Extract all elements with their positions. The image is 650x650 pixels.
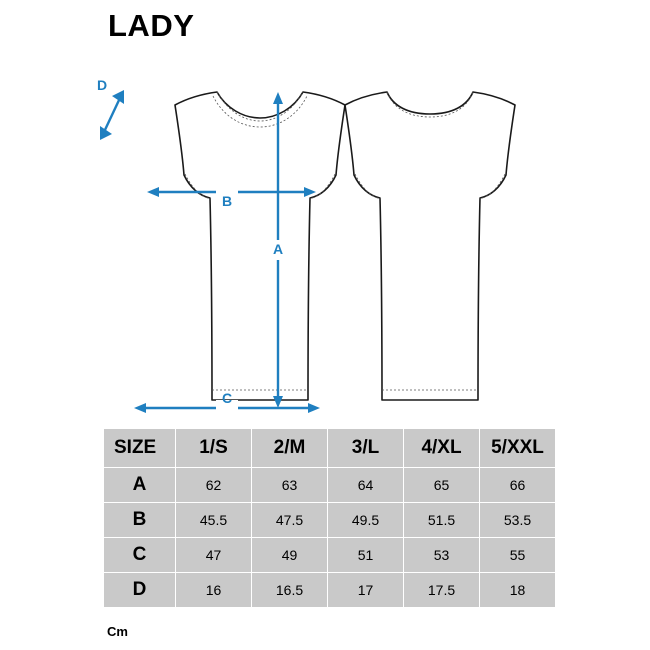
cell-a-s: 62 — [176, 468, 252, 503]
cell-b-xxl: 53.5 — [480, 503, 556, 538]
measure-a-label: A — [272, 241, 284, 257]
cell-d-xl: 17.5 — [404, 573, 480, 608]
cell-d-xxl: 18 — [480, 573, 556, 608]
cell-b-xl: 51.5 — [404, 503, 480, 538]
t-shirt-front-view — [175, 92, 345, 400]
column-header-l: 3/L — [328, 429, 404, 468]
cell-a-xl: 65 — [404, 468, 480, 503]
cell-c-xxl: 55 — [480, 538, 556, 573]
cell-d-s: 16 — [176, 573, 252, 608]
measure-d-arrow — [97, 77, 124, 140]
measure-b-label: B — [221, 193, 233, 209]
table-row — [104, 468, 556, 503]
row-label-a: A — [104, 468, 176, 503]
row-label-c: C — [104, 538, 176, 573]
unit-label: Cm — [107, 624, 128, 639]
cell-a-l: 64 — [328, 468, 404, 503]
table-row — [104, 538, 556, 573]
table-row — [104, 503, 556, 538]
table-header-row — [104, 429, 556, 468]
cell-d-m: 16.5 — [252, 573, 328, 608]
cell-b-l: 49.5 — [328, 503, 404, 538]
cell-c-m: 49 — [252, 538, 328, 573]
column-header-s: 1/S — [176, 429, 252, 468]
column-header-size: SIZE — [104, 429, 176, 468]
cell-a-m: 63 — [252, 468, 328, 503]
column-header-xl: 4/XL — [404, 429, 480, 468]
page-title: LADY — [108, 8, 195, 43]
column-header-xxl: 5/XXL — [480, 429, 556, 468]
cell-d-l: 17 — [328, 573, 404, 608]
table-row — [104, 573, 556, 608]
column-header-m: 2/M — [252, 429, 328, 468]
cell-c-l: 51 — [328, 538, 404, 573]
measure-c-label: C — [221, 390, 233, 406]
measure-d-label: D — [96, 77, 108, 93]
cell-c-xl: 53 — [404, 538, 480, 573]
size-table-container — [103, 428, 555, 608]
row-label-d: D — [104, 573, 176, 608]
cell-b-s: 45.5 — [176, 503, 252, 538]
t-shirt-back-view — [345, 92, 515, 400]
cell-a-xxl: 66 — [480, 468, 556, 503]
row-label-b: B — [104, 503, 176, 538]
cell-b-m: 47.5 — [252, 503, 328, 538]
garment-measurement-diagram — [80, 70, 570, 415]
size-table — [103, 428, 556, 608]
cell-c-s: 47 — [176, 538, 252, 573]
